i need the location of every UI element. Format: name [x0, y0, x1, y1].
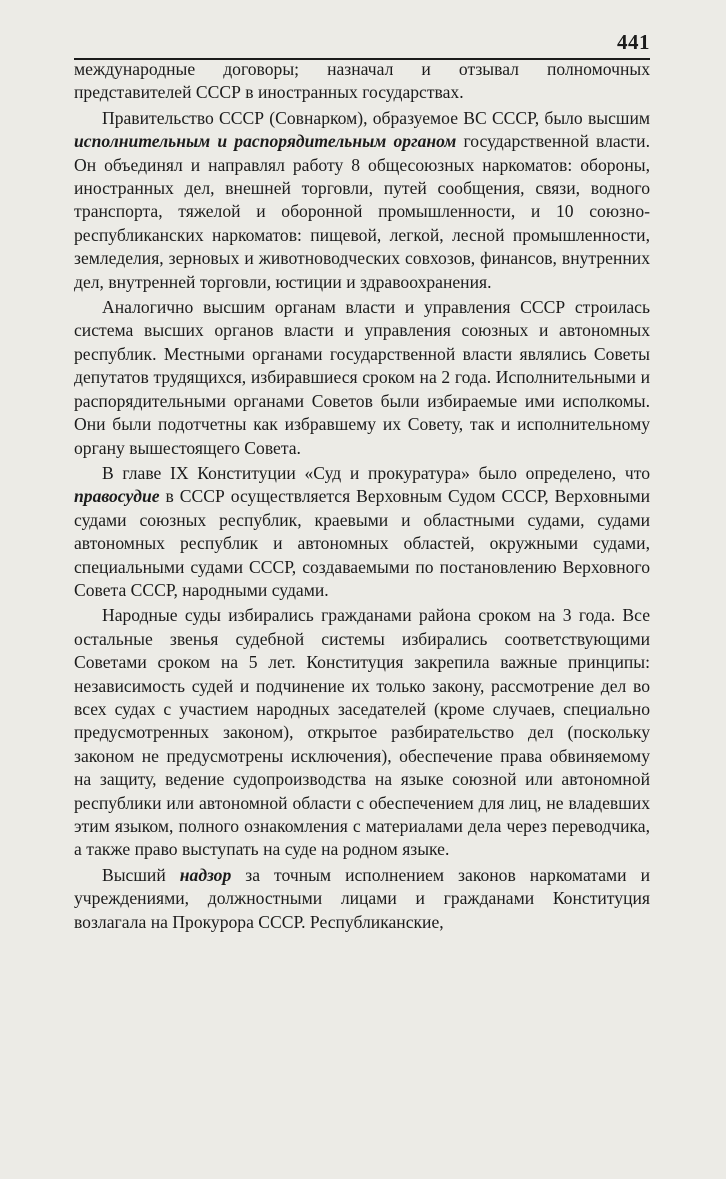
paragraph: [74, 107, 650, 294]
text-segment: в СССР осуществляется Верховным Судом СССР, Верховными судами союзных республик, краевыми и областными судами, судами автономных республик и автономных областей, окружными судами, специальными судами СССР, создаваемыми по постановлению Верховного Совета СССР, народными судами.: [74, 486, 650, 600]
paragraph: [74, 864, 650, 934]
text-segment: международные договоры; назначал и отзывал полномочных представителей СССР в иностранных государствах.: [74, 59, 650, 103]
paragraph: [74, 296, 650, 460]
emphasized-term: исполнительным и распорядительным органом: [74, 131, 457, 152]
text-segment: государственной власти. Он объединял и направлял работу 8 общесоюзных наркоматов: обороны, иностранных дел, внешней торговли, путей сообщения, связи, водного транспорта, тяжелой и оборонной промышленности, и 10 союзно-республиканских наркоматов: пищевой, легкой, лесной промышленности, земледелия, зерновых и животноводческих совхозов, финансов, внутренних дел, внутренней торговли, юстиции и здравоохранения.: [74, 131, 650, 292]
paragraph: [74, 462, 650, 602]
paragraph: [74, 604, 650, 861]
page-number: 441: [617, 30, 650, 54]
text-segment: Правительство СССР (Совнарком), образуемое ВС СССР, было высшим: [102, 107, 650, 128]
body-text: [74, 58, 650, 934]
text-segment: за точным исполнением законов наркоматами и учреждениями, должностными лицами и гражданами Конституция возлагала на Прокурора СССР. Республиканские,: [74, 864, 650, 932]
emphasized-term: надзор: [179, 864, 232, 885]
text-segment: Высший: [102, 864, 180, 885]
emphasized-term: правосудие: [74, 486, 160, 507]
paragraph: [74, 58, 650, 105]
text-segment: Народные суды избирались гражданами района сроком на 3 года. Все остальные звенья судебной системы избирались соответствующими Советами сроком на 5 лет. Конституция закрепила важные принципы: независимость судей и подчинение их только закону, рассмотрение дел во всех судах с участием народных заседателей (кроме случаев, специально предусмотренных законом), открытое разбирательство дел (поскольку законом не предусмотрены исключения), обеспечение права обвиняемому на защиту, ведение судопроизводства на языке союзной или автономной республики или автономной области с обеспечением для лиц, не владевших этим языком, полного ознакомления с материалами дела через переводчика, а также право выступать на суде на родном языке.: [74, 605, 650, 860]
text-segment: В главе IX Конституции «Суд и прокуратура» было определено, что: [102, 462, 650, 483]
text-segment: Аналогично высшим органам власти и управления СССР строилась система высших органов власти и управления союзных и автономных республик. Местными органами государственной власти являлись Советы депутатов трудящихся, избиравшиеся сроком на 2 года. Исполнительными и распорядительными органами Советов были избираемые ими исполкомы. Они были подотчетны как избравшему их Совету, так и исполнительному органу вышестоящего Совета.: [74, 297, 650, 458]
